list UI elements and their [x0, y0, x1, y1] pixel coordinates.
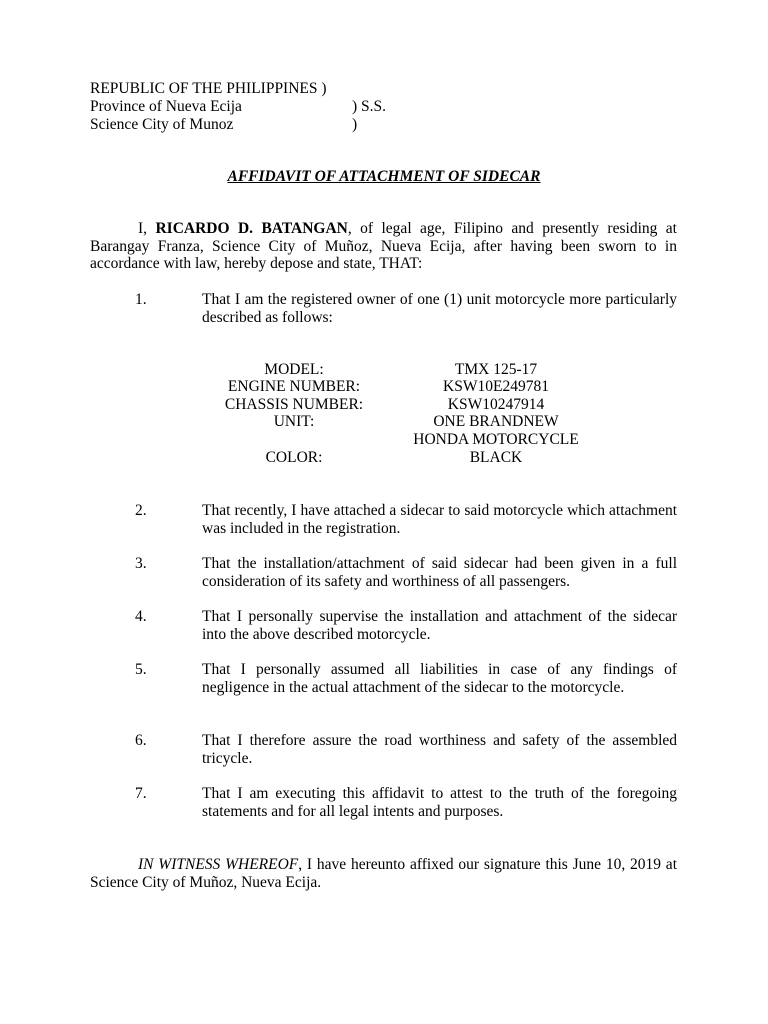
spec-label-unit: UNIT: — [273, 413, 315, 430]
item-text-1: That I am the registered owner of one (1) unit motorcycle more particularly described as follows: — [202, 291, 677, 326]
item-text-2: That recently, I have attached a sidecar to said motorcycle which attachment was included in the registration. — [202, 502, 677, 537]
item-text-3: That the installation/attachment of said sidecar had been given in a full consideration of its safety and worthiness of all passengers. — [202, 555, 677, 590]
affiant-name: RICARDO D. BATANGAN — [155, 220, 348, 237]
venue-line-city: Science City of Munoz — [90, 116, 234, 133]
venue-paren: ) — [352, 116, 358, 133]
spec-label-engine: ENGINE NUMBER: — [227, 378, 361, 395]
item-text-4: That I personally supervise the installation and attachment of the sidecar into the above described motorcycle. — [202, 608, 677, 643]
item-text-7: That I am executing this affidavit to attest to the truth of the foregoing statements and for all legal intents and purposes. — [202, 785, 677, 820]
spec-value-chassis: KSW10247914 — [447, 396, 545, 413]
item-number-6: 6. — [135, 732, 147, 749]
item-number-2: 2. — [135, 502, 147, 519]
witness-text: , I have hereunto affixed our signature this June 10, 2019 at Science City of Muñoz, Nueva Ecija. — [90, 856, 677, 891]
venue-ss-marker: ) S.S. — [352, 98, 387, 115]
item-text-5: That I personally assumed all liabilities in case of any findings of negligence in the actual attachment of the sidecar to the motorcycle. — [202, 661, 677, 696]
spec-value-unit-cont: HONDA MOTORCYCLE — [413, 431, 579, 448]
intro-prefix: I, — [138, 220, 156, 237]
spec-label-color: COLOR: — [265, 449, 323, 466]
spec-value-engine: KSW10E249781 — [443, 378, 549, 395]
item-number-4: 4. — [135, 608, 147, 625]
document-title: AFFIDAVIT OF ATTACHMENT OF SIDECAR — [227, 168, 541, 185]
venue-line-province: Province of Nueva Ecija — [90, 98, 242, 115]
witness-paragraph — [90, 856, 677, 891]
item-text-6: That I therefore assure the road worthiness and safety of the assembled tricycle. — [202, 732, 677, 767]
item-number-7: 7. — [135, 785, 147, 802]
item-number-1: 1. — [135, 291, 147, 308]
spec-value-color: BLACK — [469, 449, 523, 466]
spec-label-chassis: CHASSIS NUMBER: — [224, 396, 364, 413]
intro-rest: , of legal age, Filipino and presently residing at Barangay Franza, Science City of Muñoz, Nueva Ecija, after having been sworn to in accordance with law, hereby depose and state, THAT: — [90, 220, 677, 273]
witness-lead: IN WITNESS WHEREOF — [138, 856, 299, 873]
item-number-5: 5. — [135, 661, 147, 678]
spec-value-model: TMX 125-17 — [454, 361, 538, 378]
spec-label-model: MODEL: — [264, 361, 324, 378]
spec-value-unit: ONE BRANDNEW — [433, 413, 559, 430]
item-number-3: 3. — [135, 555, 147, 572]
intro-paragraph — [90, 220, 677, 273]
venue-line-republic: REPUBLIC OF THE PHILIPPINES ) — [90, 80, 327, 97]
